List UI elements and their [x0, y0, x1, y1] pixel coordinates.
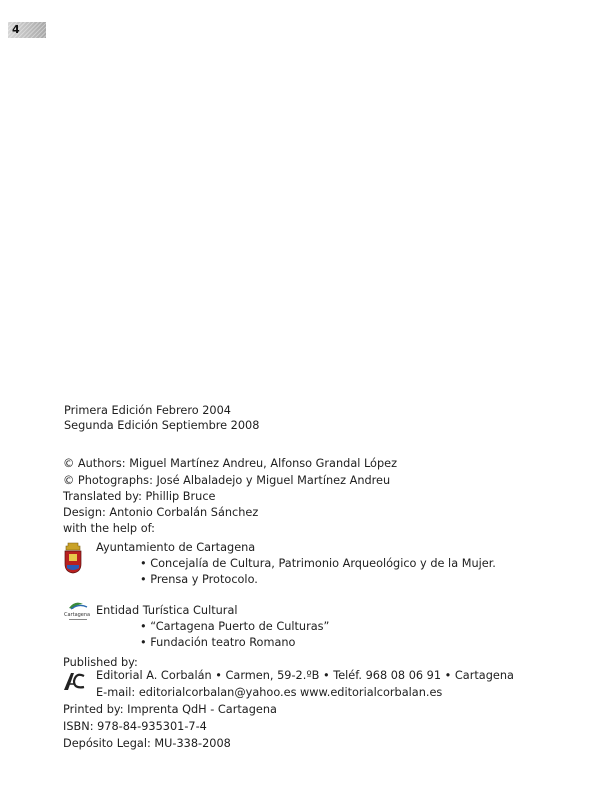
- page-number: 4: [12, 23, 20, 36]
- entidad-item: • “Cartagena Puerto de Culturas”: [140, 620, 330, 633]
- edition-second: Segunda Edición Septiembre 2008: [64, 419, 260, 432]
- entidad-name: Entidad Turística Cultural: [96, 604, 238, 617]
- publisher-contact: E-mail: editorialcorbalan@yahoo.es www.editorialcorbalan.es: [96, 686, 443, 699]
- publisher-address: Editorial A. Corbalán • Carmen, 59-2.ºB • Teléf. 968 08 06 91 • Cartagena: [96, 669, 514, 682]
- entidad-item: • Fundación teatro Romano: [140, 636, 296, 649]
- editorial-corbalan-logo: [62, 670, 86, 692]
- entidad-turistica-logo: [61, 598, 95, 624]
- cartagena-shield-icon: [64, 542, 82, 574]
- credit-help: with the help of:: [63, 522, 155, 535]
- credit-authors: © Authors: Miguel Martínez Andreu, Alfonso Grandal López: [63, 457, 398, 470]
- isbn: ISBN: 978-84-935301-7-4: [63, 720, 207, 733]
- ayuntamiento-item: • Prensa y Protocolo.: [140, 573, 258, 586]
- credit-photographs: © Photographs: José Albaladejo y Miguel Martínez Andreu: [63, 474, 391, 487]
- credit-design: Design: Antonio Corbalán Sánchez: [63, 506, 259, 519]
- printed-by: Printed by: Imprenta QdH - Cartagena: [63, 703, 277, 716]
- ayuntamiento-item: • Concejalía de Cultura, Patrimonio Arqueológico y de la Mujer.: [140, 557, 496, 570]
- edition-first: Primera Edición Febrero 2004: [64, 404, 231, 417]
- page-number-tab: [8, 22, 46, 38]
- ayuntamiento-name: Ayuntamiento de Cartagena: [96, 541, 256, 554]
- deposito-legal: Depósito Legal: MU-338-2008: [63, 737, 231, 750]
- entidad-logo-text: Cartagena: [64, 612, 91, 618]
- published-label: Published by:: [63, 656, 138, 669]
- credit-translator: Translated by: Phillip Bruce: [63, 490, 216, 503]
